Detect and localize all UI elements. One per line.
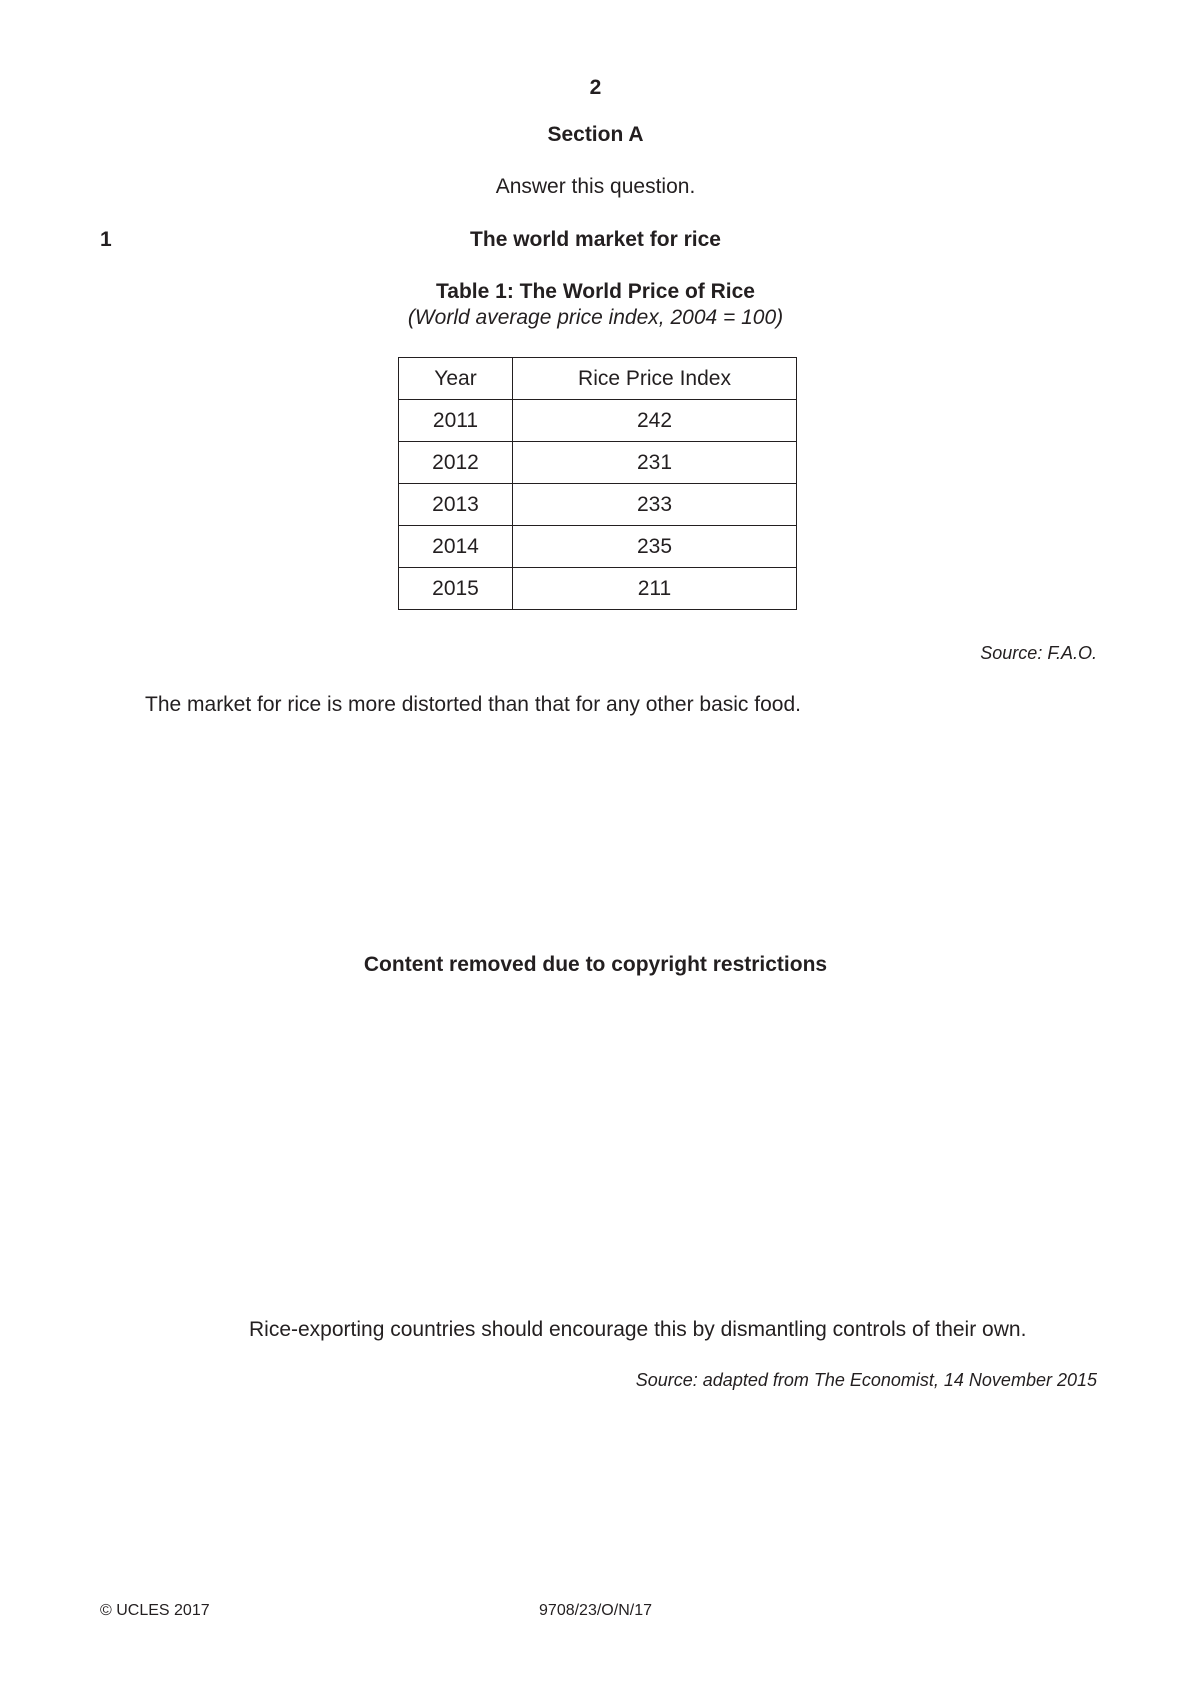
paragraph-1: The market for rice is more distorted than that for any other basic food. bbox=[145, 693, 801, 716]
table-title: Table 1: The World Price of Rice bbox=[436, 280, 755, 303]
table-cell-index: 211 bbox=[513, 568, 797, 610]
table-row bbox=[399, 442, 797, 484]
table-cell-year: 2013 bbox=[399, 484, 513, 526]
table-cell-year: 2014 bbox=[399, 526, 513, 568]
copyright-notice: Content removed due to copyright restrictions bbox=[363, 953, 828, 976]
question-title: The world market for rice bbox=[470, 228, 721, 251]
table-cell-index: 242 bbox=[513, 400, 797, 442]
article-source: Source: adapted from The Economist, 14 November 2015 bbox=[635, 1370, 1097, 1390]
column-header-rice-price-index: Rice Price Index bbox=[513, 358, 797, 400]
table-subtitle: (World average price index, 2004 = 100) bbox=[407, 306, 784, 329]
table-row bbox=[399, 400, 797, 442]
paragraph-2: Rice-exporting countries should encourage this by dismantling controls of their own. bbox=[249, 1318, 1027, 1341]
table-cell-index: 235 bbox=[513, 526, 797, 568]
table-header-row bbox=[399, 358, 797, 400]
table-row bbox=[399, 526, 797, 568]
footer-paper-code: 9708/23/O/N/17 bbox=[539, 1602, 652, 1619]
table-cell-index: 233 bbox=[513, 484, 797, 526]
table-cell-index: 231 bbox=[513, 442, 797, 484]
question-number: 1 bbox=[100, 228, 112, 251]
footer-copyright: © UCLES 2017 bbox=[100, 1602, 210, 1619]
table-cell-year: 2011 bbox=[399, 400, 513, 442]
page-number: 2 bbox=[589, 76, 602, 99]
table-row bbox=[399, 484, 797, 526]
table-source: Source: F.A.O. bbox=[980, 643, 1097, 663]
instruction-text: Answer this question. bbox=[495, 175, 696, 198]
column-header-year: Year bbox=[399, 358, 513, 400]
table-cell-year: 2015 bbox=[399, 568, 513, 610]
section-title: Section A bbox=[547, 123, 644, 146]
table-row bbox=[399, 568, 797, 610]
rice-price-table bbox=[398, 357, 797, 610]
table-cell-year: 2012 bbox=[399, 442, 513, 484]
